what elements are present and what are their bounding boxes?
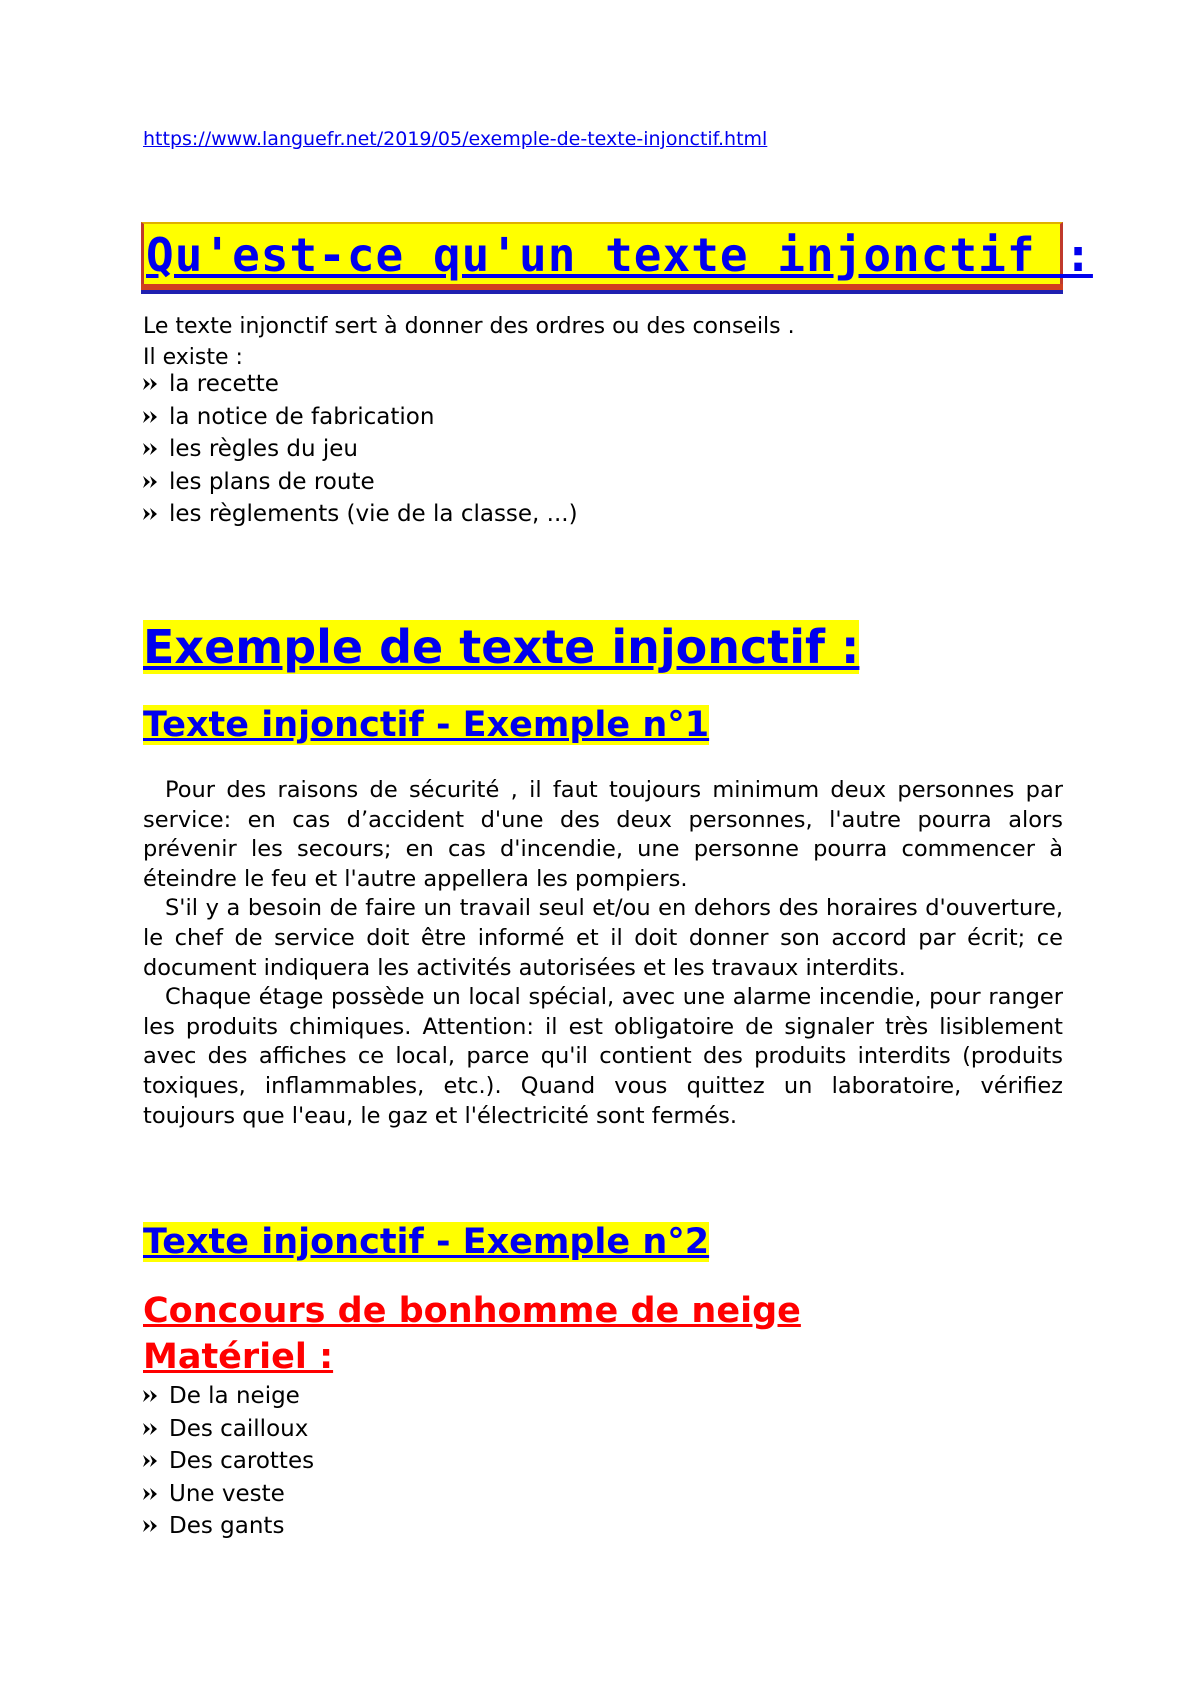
list-item: les plans de route — [143, 466, 578, 499]
types-list — [143, 368, 578, 531]
list-item: les règlements (vie de la classe, ...) — [143, 498, 578, 531]
paragraph: Chaque étage possède un local spécial, avec une alarme incendie, pour ranger les produits chimiques. Attention: il est obligatoire de signaler très lisiblement avec des affiches ce local, parce qu'il contient des produits interdits (produits toxiques, inflammables, etc.). Quand vous quittez un laboratoire, vérifiez toujours que l'eau, le gaz et l'électricité sont fermés. — [143, 984, 1063, 1129]
example-2-title: Texte injonctif - Exemple n°2 — [143, 1222, 710, 1262]
double-arrow-icon — [143, 1422, 161, 1436]
materials-list — [143, 1380, 314, 1543]
double-arrow-icon — [143, 410, 161, 424]
double-arrow-icon — [143, 475, 161, 489]
source-link[interactable]: https://www.languefr.net/2019/05/exemple-de-texte-injonctif.html — [143, 128, 768, 150]
example-1-body — [143, 776, 1063, 1131]
double-arrow-icon — [143, 1487, 161, 1501]
paragraph: Pour des raisons de sécurité , il faut toujours minimum deux personnes par service: en cas d’accident d'une des deux personnes, l'autre pourra alors prévenir les secours; en cas d'incendie, une personne pourra commencer à éteindre le feu et l'autre appellera les pompiers. — [143, 777, 1063, 892]
heading-box — [141, 222, 1093, 288]
paragraph: S'il y a besoin de faire un travail seul et/ou en dehors des horaires d'ouverture, le chef de service doit être informé et il doit donner son accord par écrit; ce document indiquera les activités autorisées et les travaux interdits. — [143, 895, 1063, 981]
double-arrow-icon — [143, 1389, 161, 1403]
list-item: Une veste — [143, 1478, 314, 1511]
example-1-title: Texte injonctif - Exemple n°1 — [143, 705, 710, 745]
list-item: la notice de fabrication — [143, 401, 578, 434]
list-item: De la neige — [143, 1380, 314, 1413]
double-arrow-icon — [143, 507, 161, 521]
main-heading: Qu'est-ce qu'un texte injonctif : — [146, 228, 1093, 282]
heading-blue-rule — [141, 290, 1063, 294]
intro-line-1: Le texte injonctif sert à donner des ordres ou des conseils . — [143, 314, 795, 339]
intro-line-2: Il existe : — [143, 345, 243, 370]
example-2-subtitle: Concours de bonhomme de neige — [143, 1291, 801, 1331]
double-arrow-icon — [143, 442, 161, 456]
list-item: la recette — [143, 368, 578, 401]
list-item: Des gants — [143, 1510, 314, 1543]
double-arrow-icon — [143, 1519, 161, 1533]
list-item: Des carottes — [143, 1445, 314, 1478]
intro-text — [143, 311, 795, 373]
examples-heading: Exemple de texte injonctif : — [143, 620, 860, 674]
list-item: les règles du jeu — [143, 433, 578, 466]
list-item: Des cailloux — [143, 1413, 314, 1446]
double-arrow-icon — [143, 377, 161, 391]
double-arrow-icon — [143, 1454, 161, 1468]
materials-heading: Matériel : — [143, 1337, 334, 1377]
